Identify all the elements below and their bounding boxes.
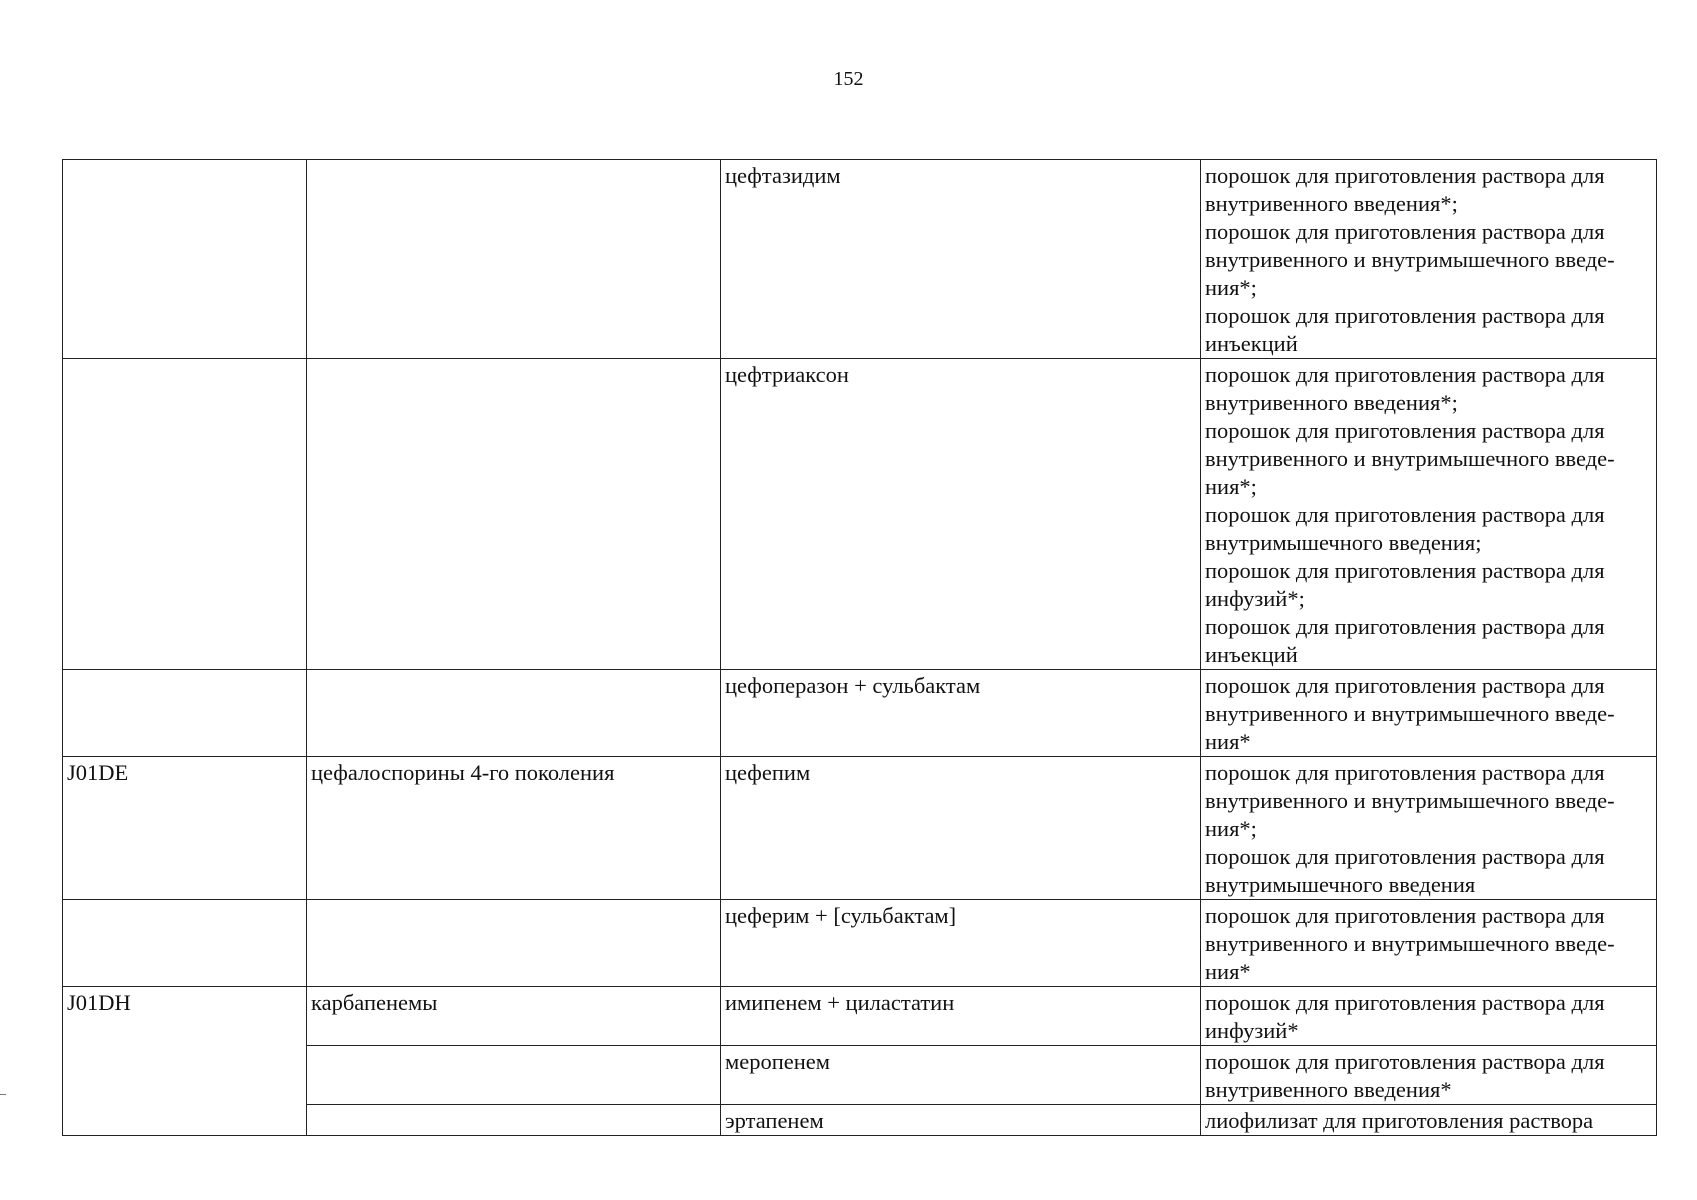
dosage-form-cell bbox=[1201, 900, 1657, 987]
dosage-form-line: порошок для приготовления раствора для bbox=[1205, 1049, 1605, 1074]
dosage-form-line: внутривенного и внутримышечного введе- bbox=[1205, 446, 1615, 471]
dosage-form-line: внутривенного и внутримышечного введе- bbox=[1205, 247, 1615, 272]
dosage-form-cell bbox=[1201, 160, 1657, 359]
group-cell: карбапенемы bbox=[307, 987, 721, 1046]
atc-code-cell: J01DE bbox=[63, 757, 307, 900]
group-cell bbox=[307, 359, 721, 670]
atc-code-cell bbox=[63, 1105, 307, 1136]
dosage-form-line: порошок для приготовления раствора для bbox=[1205, 558, 1605, 583]
dosage-form-line: порошок для приготовления раствора для bbox=[1205, 990, 1605, 1015]
dosage-form-cell bbox=[1201, 987, 1657, 1046]
dosage-form-line: порошок для приготовления раствора для bbox=[1205, 673, 1605, 698]
margin-mark bbox=[0, 1094, 6, 1095]
group-cell bbox=[307, 900, 721, 987]
dosage-form-cell bbox=[1201, 670, 1657, 757]
drug-name-cell: меропенем bbox=[721, 1046, 1201, 1105]
atc-code-cell bbox=[63, 1046, 307, 1105]
dosage-form-line: инфузий* bbox=[1205, 1018, 1299, 1043]
dosage-form-line: инъекций bbox=[1205, 331, 1298, 356]
atc-code-cell: J01DH bbox=[63, 987, 307, 1046]
table-row bbox=[63, 757, 1657, 900]
dosage-form-line: внутримышечного введения; bbox=[1205, 530, 1482, 555]
dosage-form-line: ния*; bbox=[1205, 474, 1257, 499]
atc-code-cell bbox=[63, 670, 307, 757]
dosage-form-line: внутривенного введения*; bbox=[1205, 390, 1458, 415]
atc-code-cell bbox=[63, 160, 307, 359]
drug-name-cell: цефоперазон + сульбактам bbox=[721, 670, 1201, 757]
dosage-form-line: ния*; bbox=[1205, 816, 1257, 841]
table-row bbox=[63, 670, 1657, 757]
group-cell: цефалоспорины 4-го поколения bbox=[307, 757, 721, 900]
drug-name-cell: цефепим bbox=[721, 757, 1201, 900]
dosage-form-line: порошок для приготовления раствора для bbox=[1205, 844, 1605, 869]
group-cell bbox=[307, 160, 721, 359]
dosage-form-line: порошок для приготовления раствора для bbox=[1205, 903, 1605, 928]
dosage-form-line: внутривенного введения*; bbox=[1205, 191, 1458, 216]
atc-code-cell bbox=[63, 359, 307, 670]
dosage-form-cell bbox=[1201, 1105, 1657, 1136]
dosage-form-line: инфузий*; bbox=[1205, 586, 1305, 611]
dosage-form-line: порошок для приготовления раствора для bbox=[1205, 502, 1605, 527]
dosage-form-cell bbox=[1201, 757, 1657, 900]
dosage-form-line: порошок для приготовления раствора для bbox=[1205, 163, 1605, 188]
table-row bbox=[63, 160, 1657, 359]
dosage-form-line: ния* bbox=[1205, 729, 1251, 754]
drug-name-cell: цефтазидим bbox=[721, 160, 1201, 359]
dosage-form-line: лиофилизат для приготовления раствора bbox=[1205, 1108, 1594, 1133]
dosage-form-line: порошок для приготовления раствора для bbox=[1205, 614, 1605, 639]
table-row bbox=[63, 1105, 1657, 1136]
medication-table bbox=[62, 159, 1657, 1136]
dosage-form-line: внутривенного и внутримышечного введе- bbox=[1205, 701, 1615, 726]
drug-name-cell: имипенем + циластатин bbox=[721, 987, 1201, 1046]
dosage-form-line: порошок для приготовления раствора для bbox=[1205, 418, 1605, 443]
group-cell bbox=[307, 1046, 721, 1105]
dosage-form-line: ния*; bbox=[1205, 275, 1257, 300]
table-row bbox=[63, 900, 1657, 987]
dosage-form-line: внутримышечного введения bbox=[1205, 872, 1476, 897]
group-cell bbox=[307, 1105, 721, 1136]
page-number: 152 bbox=[833, 68, 864, 90]
dosage-form-cell bbox=[1201, 1046, 1657, 1105]
dosage-form-line: порошок для приготовления раствора для bbox=[1205, 219, 1605, 244]
dosage-form-line: внутривенного и внутримышечного введе- bbox=[1205, 788, 1615, 813]
dosage-form-line: ния* bbox=[1205, 959, 1251, 984]
dosage-form-line: порошок для приготовления раствора для bbox=[1205, 760, 1605, 785]
dosage-form-cell bbox=[1201, 359, 1657, 670]
table-row bbox=[63, 1046, 1657, 1105]
dosage-form-line: инъекций bbox=[1205, 642, 1298, 667]
dosage-form-line: внутривенного и внутримышечного введе- bbox=[1205, 931, 1615, 956]
table-row bbox=[63, 987, 1657, 1046]
atc-code-cell bbox=[63, 900, 307, 987]
drug-name-cell: эртапенем bbox=[721, 1105, 1201, 1136]
table-row bbox=[63, 359, 1657, 670]
dosage-form-line: порошок для приготовления раствора для bbox=[1205, 303, 1605, 328]
dosage-form-line: внутривенного введения* bbox=[1205, 1077, 1452, 1102]
dosage-form-line: порошок для приготовления раствора для bbox=[1205, 362, 1605, 387]
drug-name-cell: цеферим + [сульбактам] bbox=[721, 900, 1201, 987]
drug-name-cell: цефтриаксон bbox=[721, 359, 1201, 670]
group-cell bbox=[307, 670, 721, 757]
